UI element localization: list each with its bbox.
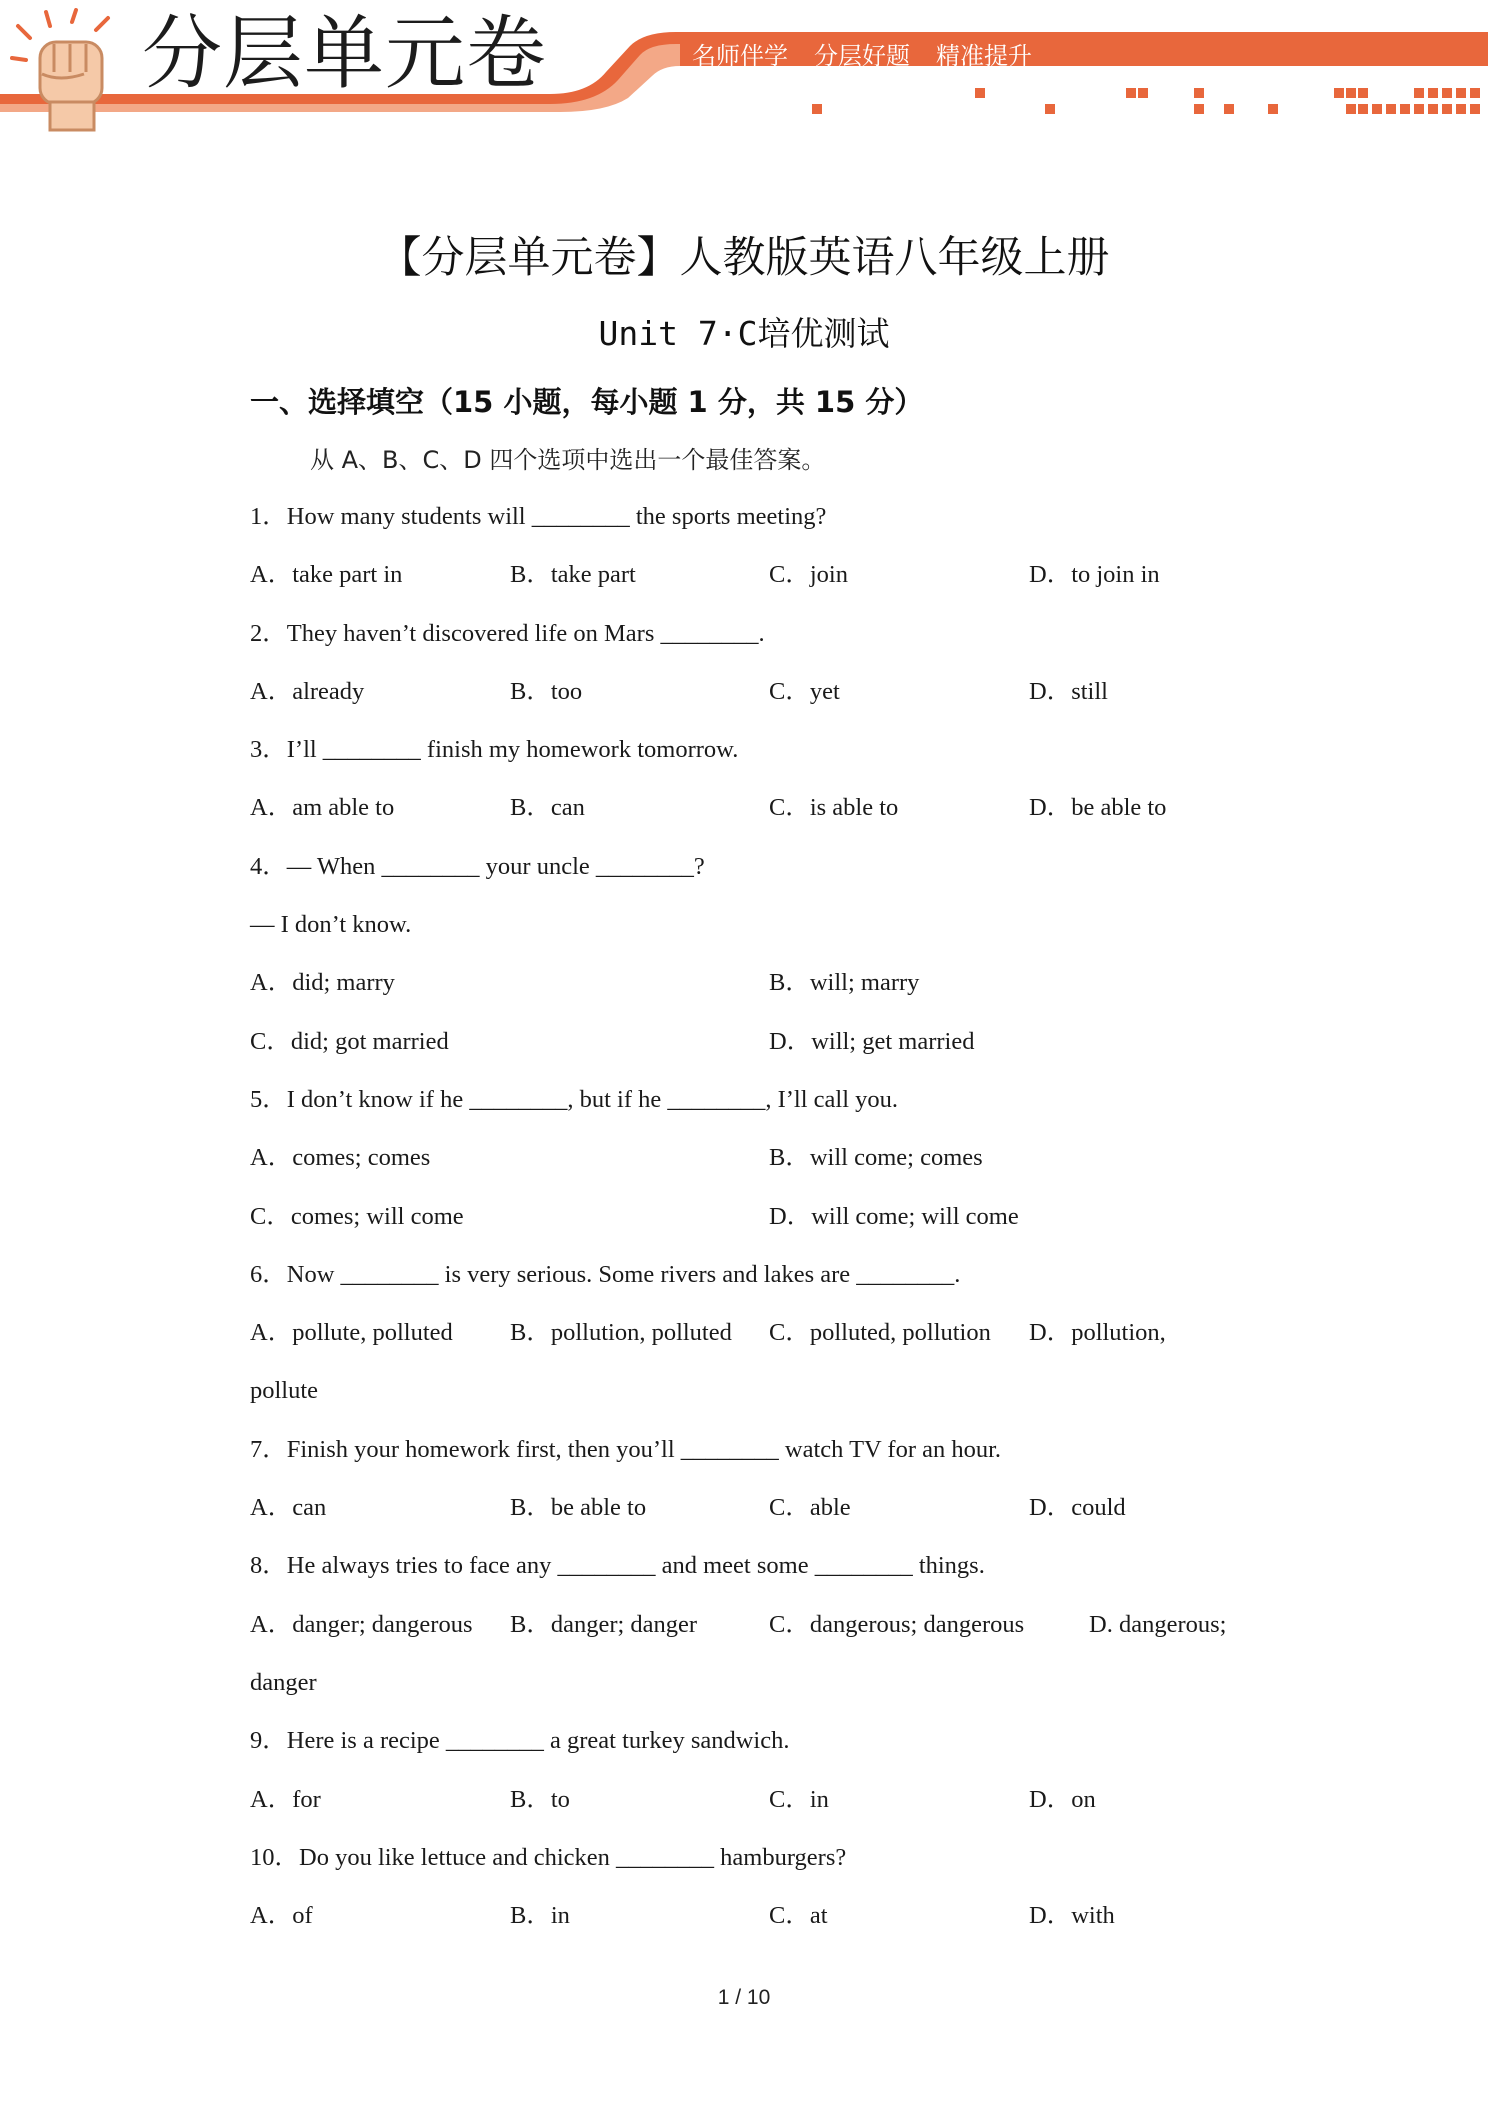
option-b: B．pollution, polluted (510, 1319, 732, 1347)
option-a: A．comes; comes (250, 1144, 431, 1172)
section-heading: 一、选择填空（15 小题，每小题 1 分，共 15 分） (250, 385, 924, 419)
option-d: D．will come; will come (769, 1202, 1019, 1230)
question-text: 4．— When ________ your uncle ________? (250, 852, 705, 880)
brand-title: 分层单元卷 (142, 7, 547, 100)
question-stem (250, 1429, 1300, 1487)
option-c: C．in (769, 1785, 829, 1813)
question-stem (250, 1720, 1300, 1778)
question-stem (250, 846, 1300, 904)
question-options (250, 1604, 1300, 1662)
question-stem-continued (250, 904, 1300, 962)
question-options (250, 1196, 1300, 1254)
question-text: 3．I’ll ________ finish my homework tomorrow. (250, 736, 739, 764)
option-a: A．pollute, polluted (250, 1319, 453, 1347)
option-d: D．still (1029, 677, 1108, 705)
question-text: 5．I don’t know if he ________, but if he ________, I’ll call you. (250, 1085, 899, 1113)
question-list (250, 496, 1300, 1953)
question-text: 2．They haven’t discovered life on Mars ________. (250, 619, 765, 647)
option-a: A．danger; dangerous (250, 1610, 473, 1638)
document-subtitle: Unit 7·C培优测试 (598, 314, 890, 353)
option-d: D．to join in (1029, 561, 1160, 589)
question-options (250, 787, 1300, 845)
option-b: B．will; marry (769, 969, 920, 997)
option-b: B．take part (510, 561, 636, 589)
question-stem (250, 613, 1300, 671)
option-b: B．will come; comes (769, 1144, 983, 1172)
option-c: C．dangerous; dangerous (769, 1610, 1025, 1638)
option-a: A．am able to (250, 794, 395, 822)
option-c: C．at (769, 1902, 828, 1930)
option-c: C．join (769, 561, 848, 589)
option-b: B．to (510, 1785, 570, 1813)
option-b: B．be able to (510, 1494, 647, 1522)
option-a: A．take part in (250, 561, 403, 589)
page-number: 1 / 10 (717, 1986, 771, 2009)
option-a: A．already (250, 677, 365, 705)
pixel-decoration (0, 0, 1488, 150)
slogan-item: 精准提升 (936, 41, 1032, 70)
option-d-continued: pollute (250, 1377, 319, 1405)
question-options (250, 1779, 1300, 1837)
option-b: B．in (510, 1902, 570, 1930)
slogan-item: 名师伴学 (692, 41, 788, 70)
question-stem (250, 729, 1300, 787)
option-b: B．danger; danger (510, 1610, 698, 1638)
question-options (250, 1312, 1300, 1370)
question-stem (250, 496, 1300, 554)
option-a: A．of (250, 1902, 313, 1930)
question-stem (250, 1545, 1300, 1603)
option-c: C．able (769, 1494, 851, 1522)
question-options (250, 554, 1300, 612)
option-d: D．with (1029, 1902, 1115, 1930)
question-stem (250, 1079, 1300, 1137)
option-continuation (250, 1370, 1300, 1428)
option-c: C．comes; will come (250, 1202, 464, 1230)
option-d: D. dangerous; (1089, 1610, 1227, 1638)
question-options (250, 1021, 1300, 1079)
slogan-item: 分层好题 (814, 41, 910, 70)
question-text: — I don’t know. (250, 911, 412, 939)
question-options (250, 1895, 1300, 1953)
option-a: A．for (250, 1785, 321, 1813)
option-c: C．yet (769, 677, 840, 705)
page-header (0, 0, 1488, 150)
option-c: C．is able to (769, 794, 899, 822)
option-d: D．will; get married (769, 1027, 975, 1055)
question-text: 10．Do you like lettuce and chicken ________ hamburgers? (250, 1843, 847, 1871)
option-c: C．polluted, pollution (769, 1319, 991, 1347)
question-options (250, 1137, 1300, 1195)
option-continuation (250, 1662, 1300, 1720)
question-text: 6．Now ________ is very serious. Some rivers and lakes are ________. (250, 1260, 961, 1288)
question-options (250, 962, 1300, 1020)
section-instruction: 从 A、B、C、D 四个选项中选出一个最佳答案。 (310, 446, 826, 474)
option-d: D．could (1029, 1494, 1126, 1522)
option-b: B．too (510, 677, 583, 705)
option-d-continued: danger (250, 1668, 317, 1696)
option-d: D．on (1029, 1785, 1096, 1813)
document-title: 【分层单元卷】人教版英语八年级上册 (378, 233, 1110, 283)
question-text: 9．Here is a recipe ________ a great turkey sandwich. (250, 1727, 790, 1755)
question-stem (250, 1254, 1300, 1312)
question-text: 7．Finish your homework first, then you’ll ________ watch TV for an hour. (250, 1435, 1002, 1463)
option-a: A．can (250, 1494, 327, 1522)
question-options (250, 1487, 1300, 1545)
option-c: C．did; got married (250, 1027, 449, 1055)
option-d: D．pollution, (1029, 1319, 1166, 1347)
option-d: D．be able to (1029, 794, 1167, 822)
option-b: B．can (510, 794, 585, 822)
question-stem (250, 1837, 1300, 1895)
question-text: 8．He always tries to face any ________ and meet some ________ things. (250, 1552, 985, 1580)
option-a: A．did; marry (250, 969, 395, 997)
question-options (250, 671, 1300, 729)
question-text: 1．How many students will ________ the sports meeting? (250, 503, 827, 530)
